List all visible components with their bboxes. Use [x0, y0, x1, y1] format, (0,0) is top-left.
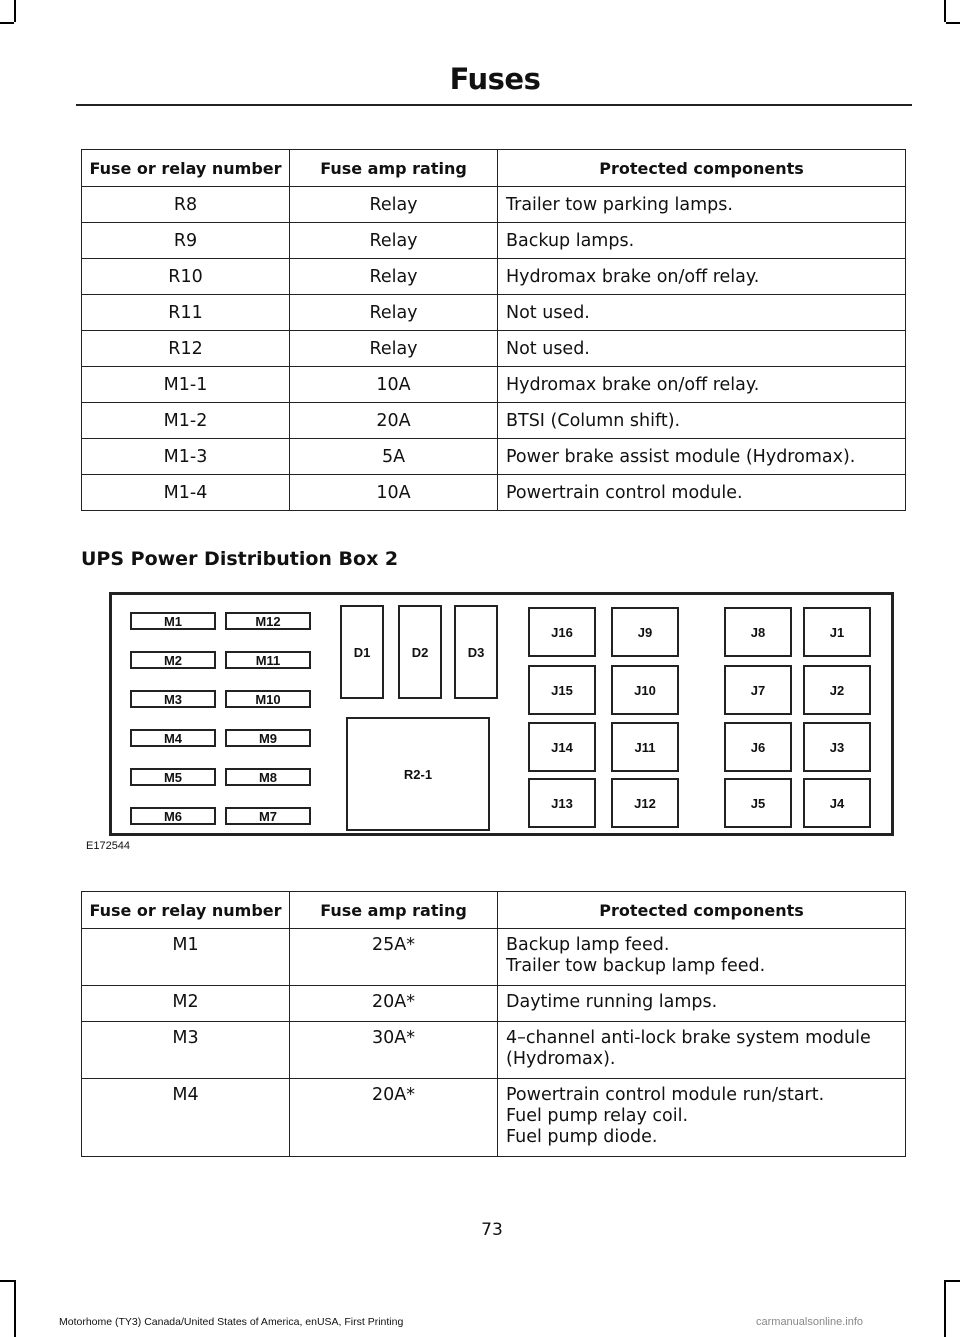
j-fuse: J3: [803, 722, 871, 772]
table-row: [82, 331, 906, 367]
crop-mark: [0, 1280, 14, 1282]
protected-components: [498, 403, 906, 439]
j-fuse: J10: [611, 665, 679, 715]
component-line: Hydromax brake on/off relay.: [506, 374, 760, 395]
component-line: Powertrain control module.: [506, 482, 743, 503]
protected-components: [498, 331, 906, 367]
diode: D1: [340, 605, 384, 699]
fuse-rating: Relay: [290, 295, 498, 331]
protected-components: [498, 439, 906, 475]
mini-fuse: M10: [225, 690, 311, 708]
mini-fuse: M1: [130, 612, 216, 630]
diagram-code: E172544: [86, 840, 131, 852]
column-header-number: Fuse or relay number: [82, 892, 290, 929]
fuse-number: M1: [82, 929, 290, 986]
fuse-number: M2: [82, 986, 290, 1022]
mini-fuse: M7: [225, 807, 311, 825]
protected-components: [498, 367, 906, 403]
protected-components: [498, 1022, 906, 1079]
mini-fuse: M11: [225, 651, 311, 669]
component-line: Backup lamps.: [506, 230, 635, 251]
table-row: [82, 187, 906, 223]
mini-fuse: M12: [225, 612, 311, 630]
fuse-rating: 10A: [290, 367, 498, 403]
component-line: Hydromax brake on/off relay.: [506, 266, 760, 287]
fuse-number: M4: [82, 1079, 290, 1157]
fuse-rating: 20A*: [290, 1079, 498, 1157]
fuse-rating: Relay: [290, 187, 498, 223]
component-line: Fuel pump diode.: [506, 1127, 658, 1147]
fuse-rating: Relay: [290, 223, 498, 259]
crop-mark: [944, 0, 946, 22]
column-header-rating: Fuse amp rating: [290, 892, 498, 929]
fuse-number: M3: [82, 1022, 290, 1079]
watermark: carmanualsonline.info: [756, 1316, 864, 1328]
fuse-box-diagram: [109, 592, 894, 836]
j-fuse: J8: [724, 607, 792, 657]
component-line: Fuel pump relay coil.: [506, 1106, 689, 1126]
j-fuse: J5: [724, 778, 792, 828]
mini-fuse: M8: [225, 768, 311, 786]
component-line: Daytime running lamps.: [506, 992, 718, 1012]
component-line: Trailer tow parking lamps.: [506, 194, 733, 215]
table-row: [82, 223, 906, 259]
fuse-number: R9: [82, 223, 290, 259]
table-row: [82, 475, 906, 511]
component-line: BTSI (Column shift).: [506, 410, 681, 431]
footer-text: Motorhome (TY3) Canada/United States of America, enUSA, First Printing: [59, 1316, 404, 1328]
fuse-rating: Relay: [290, 259, 498, 295]
table-row: [82, 367, 906, 403]
j-fuse: J6: [724, 722, 792, 772]
table-row: [82, 1079, 906, 1157]
fuse-rating: 30A*: [290, 1022, 498, 1079]
fuse-number: R12: [82, 331, 290, 367]
j-fuse: J15: [528, 665, 596, 715]
protected-components: [498, 187, 906, 223]
fuse-table-2: [81, 891, 906, 1157]
protected-components: [498, 223, 906, 259]
j-fuse: J11: [611, 722, 679, 772]
fuse-rating: 5A: [290, 439, 498, 475]
fuse-number: M1-1: [82, 367, 290, 403]
protected-components: [498, 475, 906, 511]
component-line: Not used.: [506, 302, 590, 323]
crop-mark: [946, 1280, 960, 1282]
component-line: Backup lamp feed.: [506, 935, 670, 955]
section-title: UPS Power Distribution Box 2: [81, 548, 399, 570]
protected-components: [498, 1079, 906, 1157]
mini-fuse: M5: [130, 768, 216, 786]
mini-fuse: M6: [130, 807, 216, 825]
mini-fuse: M2: [130, 651, 216, 669]
j-fuse: J4: [803, 778, 871, 828]
j-fuse: J1: [803, 607, 871, 657]
component-line: Powertrain control module run/start.: [506, 1085, 825, 1105]
protected-components: [498, 929, 906, 986]
j-fuse: J13: [528, 778, 596, 828]
mini-fuse: M3: [130, 690, 216, 708]
fuse-number: R10: [82, 259, 290, 295]
fuse-rating: Relay: [290, 331, 498, 367]
header-divider: [76, 104, 912, 106]
column-header-components: Protected components: [498, 150, 906, 187]
protected-components: [498, 259, 906, 295]
j-fuse: J2: [803, 665, 871, 715]
protected-components: [498, 986, 906, 1022]
crop-mark: [14, 0, 16, 22]
j-fuse: J14: [528, 722, 596, 772]
crop-mark: [944, 1280, 946, 1337]
table-row: [82, 986, 906, 1022]
fuse-rating: 25A*: [290, 929, 498, 986]
table-row: [82, 295, 906, 331]
j-fuse: J7: [724, 665, 792, 715]
fuse-number: M1-4: [82, 475, 290, 511]
mini-fuse: M4: [130, 729, 216, 747]
fuse-number: R8: [82, 187, 290, 223]
component-line: Trailer tow backup lamp feed.: [506, 956, 766, 976]
table-row: [82, 929, 906, 986]
fuse-table-1: [81, 149, 906, 511]
relay: R2-1: [346, 717, 490, 831]
column-header-components: Protected components: [498, 892, 906, 929]
crop-mark: [946, 22, 960, 24]
fuse-number: R11: [82, 295, 290, 331]
component-line: Power brake assist module (Hydromax).: [506, 446, 856, 467]
table-row: [82, 403, 906, 439]
table-row: [82, 1022, 906, 1079]
page-title: Fuses: [449, 62, 541, 96]
mini-fuse: M9: [225, 729, 311, 747]
j-fuse: J16: [528, 607, 596, 657]
component-line: (Hydromax).: [506, 1049, 616, 1069]
fuse-number: M1-3: [82, 439, 290, 475]
column-header-number: Fuse or relay number: [82, 150, 290, 187]
page-number: 73: [481, 1220, 503, 1240]
component-line: 4–channel anti-lock brake system module: [506, 1028, 871, 1048]
diode: D2: [398, 605, 442, 699]
column-header-rating: Fuse amp rating: [290, 150, 498, 187]
fuse-rating: 10A: [290, 475, 498, 511]
crop-mark: [0, 22, 14, 24]
component-line: Not used.: [506, 338, 590, 359]
fuse-rating: 20A*: [290, 986, 498, 1022]
fuse-number: M1-2: [82, 403, 290, 439]
table-row: [82, 259, 906, 295]
diode: D3: [454, 605, 498, 699]
table-row: [82, 439, 906, 475]
protected-components: [498, 295, 906, 331]
crop-mark: [14, 1280, 16, 1337]
j-fuse: J9: [611, 607, 679, 657]
fuse-rating: 20A: [290, 403, 498, 439]
j-fuse: J12: [611, 778, 679, 828]
